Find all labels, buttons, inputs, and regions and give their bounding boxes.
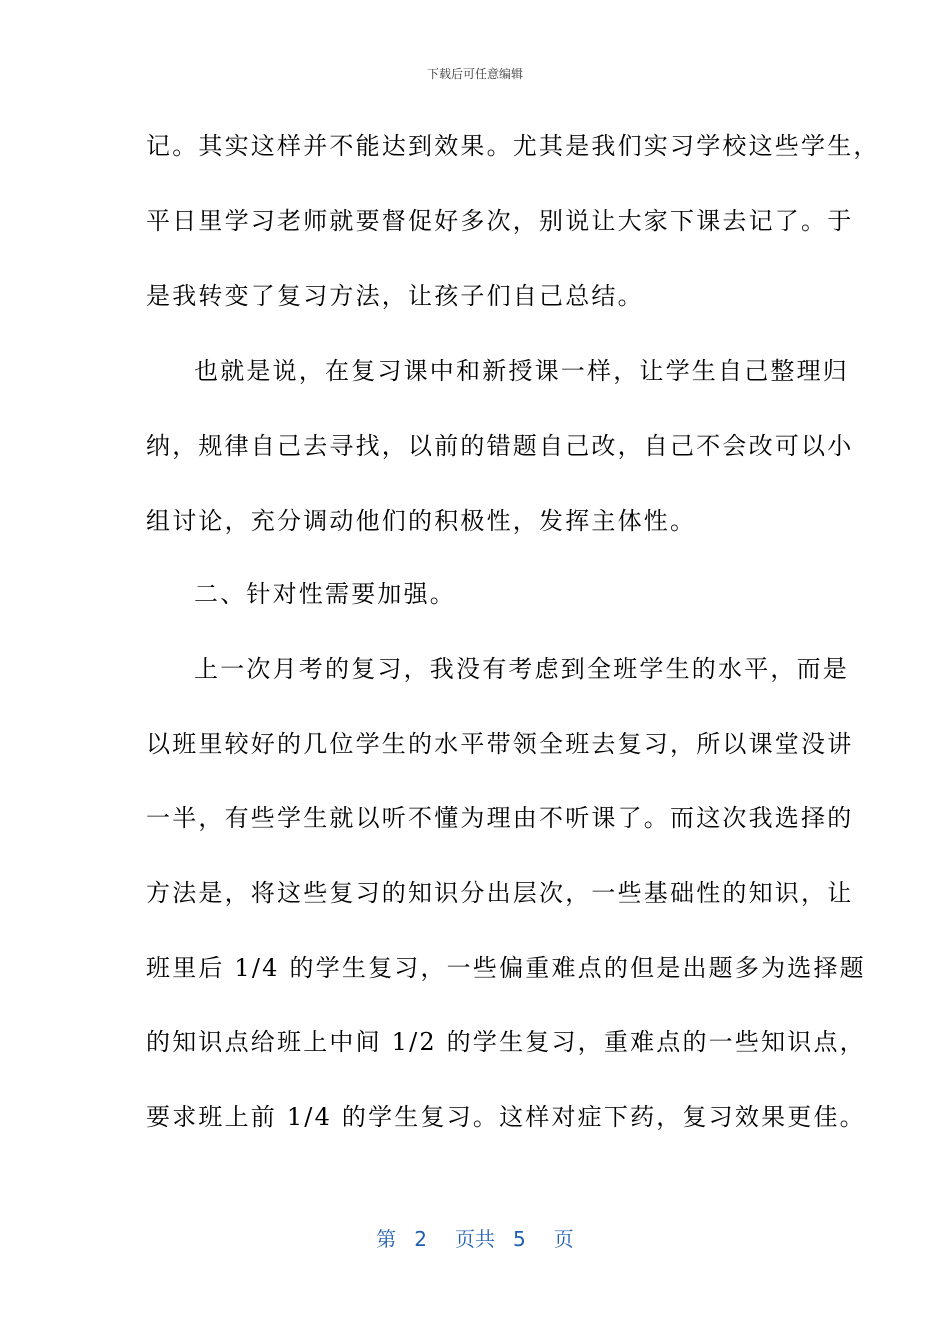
text-line: 以班里较好的几位学生的水平带领全班去复习，所以课堂没讲	[146, 730, 854, 758]
footer-prefix: 第	[376, 1227, 397, 1251]
total-pages-number: 5	[513, 1227, 526, 1251]
text-line: 纳，规律自己去寻找，以前的错题自己改，自己不会改可以小	[146, 432, 854, 460]
text-line: 一半，有些学生就以听不懂为理由不听课了。而这次我选择的	[146, 804, 854, 832]
text-line: 是我转变了复习方法，让孩子们自己总结。	[146, 282, 644, 310]
text-line: 要求班上前 1/4 的学生复习。这样对症下药，复习效果更佳。	[146, 1103, 866, 1131]
footer-suffix: 页	[553, 1227, 574, 1251]
text-line: 上一次月考的复习，我没有考虑到全班学生的水平，而是	[194, 655, 849, 683]
text-line: 组讨论，充分调动他们的积极性，发挥主体性。	[146, 507, 697, 535]
text-line: 的知识点给班上中间 1/2 的学生复习，重难点的一些知识点，	[146, 1028, 866, 1056]
header-note: 下载后可任意编辑	[426, 67, 523, 81]
text-line: 记。其实这样并不能达到效果。尤其是我们实习学校这些学生，	[146, 132, 880, 160]
section-heading: 二、针对性需要加强。	[194, 580, 456, 608]
text-line: 班里后 1/4 的学生复习，一些偏重难点的但是出题多为选择题	[146, 954, 866, 982]
footer-middle: 页共	[455, 1227, 495, 1251]
text-line: 方法是，将这些复习的知识分出层次，一些基础性的知识，让	[146, 879, 854, 907]
page-footer	[0, 1226, 950, 1252]
text-line: 也就是说，在复习课中和新授课一样，让学生自己整理归	[194, 357, 849, 385]
current-page-number: 2	[414, 1227, 427, 1251]
text-line: 平日里学习老师就要督促好多次，别说让大家下课去记了。于	[146, 207, 854, 235]
